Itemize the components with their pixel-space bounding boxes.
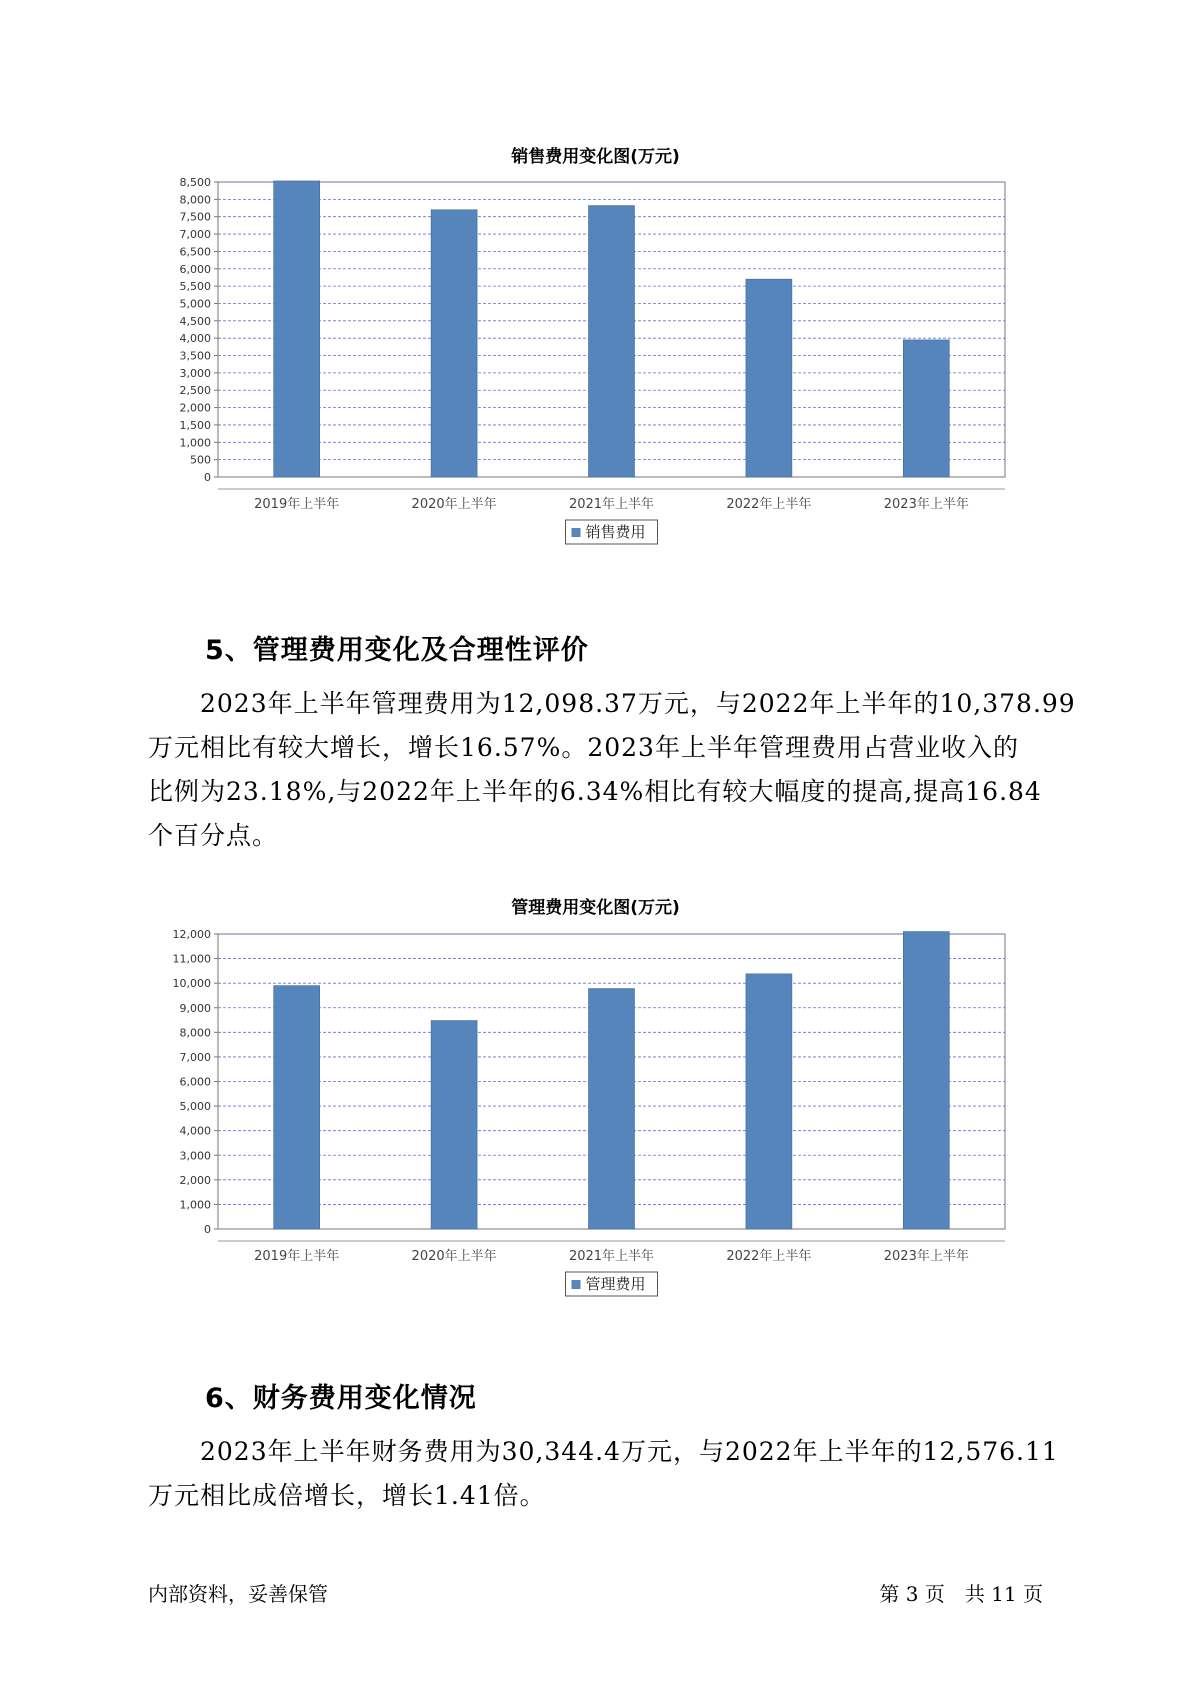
y-tick-label: 8,500: [179, 176, 211, 189]
x-tick-label: 2022年上半年: [726, 1249, 812, 1264]
x-tick-label: 2021年上半年: [568, 497, 655, 512]
y-tick-label: 0: [204, 471, 211, 484]
x-tick-label: 2022年上半年: [726, 497, 812, 512]
bar: [431, 210, 477, 477]
legend-swatch: [572, 1280, 581, 1289]
section-6-heading: 6、财务费用变化情况: [205, 1383, 477, 1414]
y-tick-label: 0: [204, 1223, 211, 1236]
y-tick-label: 2,500: [179, 384, 211, 398]
legend-swatch: [572, 528, 581, 537]
y-tick-label: 5,000: [179, 1100, 211, 1114]
x-tick-label: 2020年上半年: [411, 1249, 497, 1264]
chart-title-admin: 管理费用变化图(万元): [511, 898, 680, 918]
y-tick-label: 9,000: [179, 1001, 211, 1015]
y-tick-label: 3,500: [179, 349, 211, 363]
paragraph-line: 2023年上半年管理费用为12,098.37万元，与2022年上半年的10,378.99: [148, 689, 1076, 718]
paragraph-line: 万元相比成倍增长，增长1.41倍。: [148, 1481, 546, 1510]
y-tick-label: 8,000: [179, 1026, 211, 1040]
x-tick-label: 2023年上半年: [883, 497, 969, 512]
bar: [746, 974, 792, 1229]
chart-title-sales: 销售费用变化图(万元): [511, 147, 680, 167]
y-tick-label: 3,000: [179, 366, 211, 380]
y-tick-label: 6,000: [179, 262, 211, 276]
y-tick-label: 6,500: [179, 245, 211, 259]
x-tick-label: 2019年上半年: [254, 1249, 340, 1264]
admin-expense-chart: [150, 922, 1030, 1342]
y-tick-label: 1,000: [179, 436, 211, 450]
y-tick-label: 4,000: [179, 1124, 211, 1138]
x-tick-label: 2020年上半年: [411, 497, 497, 512]
y-tick-label: 1,500: [179, 418, 211, 432]
y-tick-label: 2,000: [179, 1173, 211, 1187]
paragraph-line: 万元相比有较大增长，增长16.57%。2023年上半年管理费用占营业收入的: [148, 733, 1019, 762]
y-tick-label: 7,000: [179, 1050, 211, 1064]
y-tick-label: 4,000: [179, 332, 211, 346]
x-tick-label: 2021年上半年: [568, 1249, 655, 1264]
bar: [903, 932, 949, 1229]
chart-svg: [150, 922, 1030, 1342]
x-tick-label: 2023年上半年: [883, 1249, 969, 1264]
legend-label: 管理费用: [585, 1275, 646, 1293]
y-tick-label: 2,000: [179, 401, 211, 415]
y-tick-label: 3,000: [179, 1149, 211, 1163]
y-tick-label: 1,000: [179, 1198, 211, 1212]
section-5-paragraph: [148, 682, 1078, 858]
sales-expense-chart: [150, 170, 1030, 590]
legend-label: 销售费用: [585, 523, 646, 541]
bar: [589, 989, 635, 1229]
paragraph-line: 比例为23.18%,与2022年上半年的6.34%相比有较大幅度的提高,提高16.84: [148, 777, 1042, 806]
y-tick-label: 8,000: [179, 193, 211, 207]
section-5-heading: 5、管理费用变化及合理性评价: [205, 635, 589, 666]
y-tick-label: 5,000: [179, 297, 211, 311]
y-tick-label: 10,000: [172, 977, 211, 991]
footer-confidential-note: 内部资料，妥善保管: [148, 1582, 328, 1606]
x-tick-label: 2019年上半年: [254, 497, 340, 512]
bar: [903, 340, 949, 477]
section-6-paragraph: [148, 1430, 1078, 1518]
footer-page-number: 第 3 页 共 11 页: [879, 1582, 1043, 1606]
y-tick-label: 4,500: [179, 314, 211, 328]
paragraph-line: 个百分点。: [148, 821, 279, 850]
y-tick-label: 6,000: [179, 1075, 211, 1089]
y-tick-label: 7,500: [179, 210, 211, 224]
bar: [746, 279, 792, 477]
bar: [431, 1021, 477, 1229]
y-tick-label: 7,000: [179, 228, 211, 242]
y-tick-label: 500: [190, 453, 211, 467]
bar: [274, 986, 320, 1229]
y-tick-label: 5,500: [179, 280, 211, 294]
chart-svg: [150, 170, 1030, 590]
y-tick-label: 11,000: [172, 952, 211, 966]
y-tick-label: 12,000: [172, 928, 211, 941]
bar: [589, 206, 635, 477]
bar: [274, 181, 320, 477]
paragraph-line: 2023年上半年财务费用为30,344.4万元，与2022年上半年的12,576.11: [148, 1437, 1059, 1466]
